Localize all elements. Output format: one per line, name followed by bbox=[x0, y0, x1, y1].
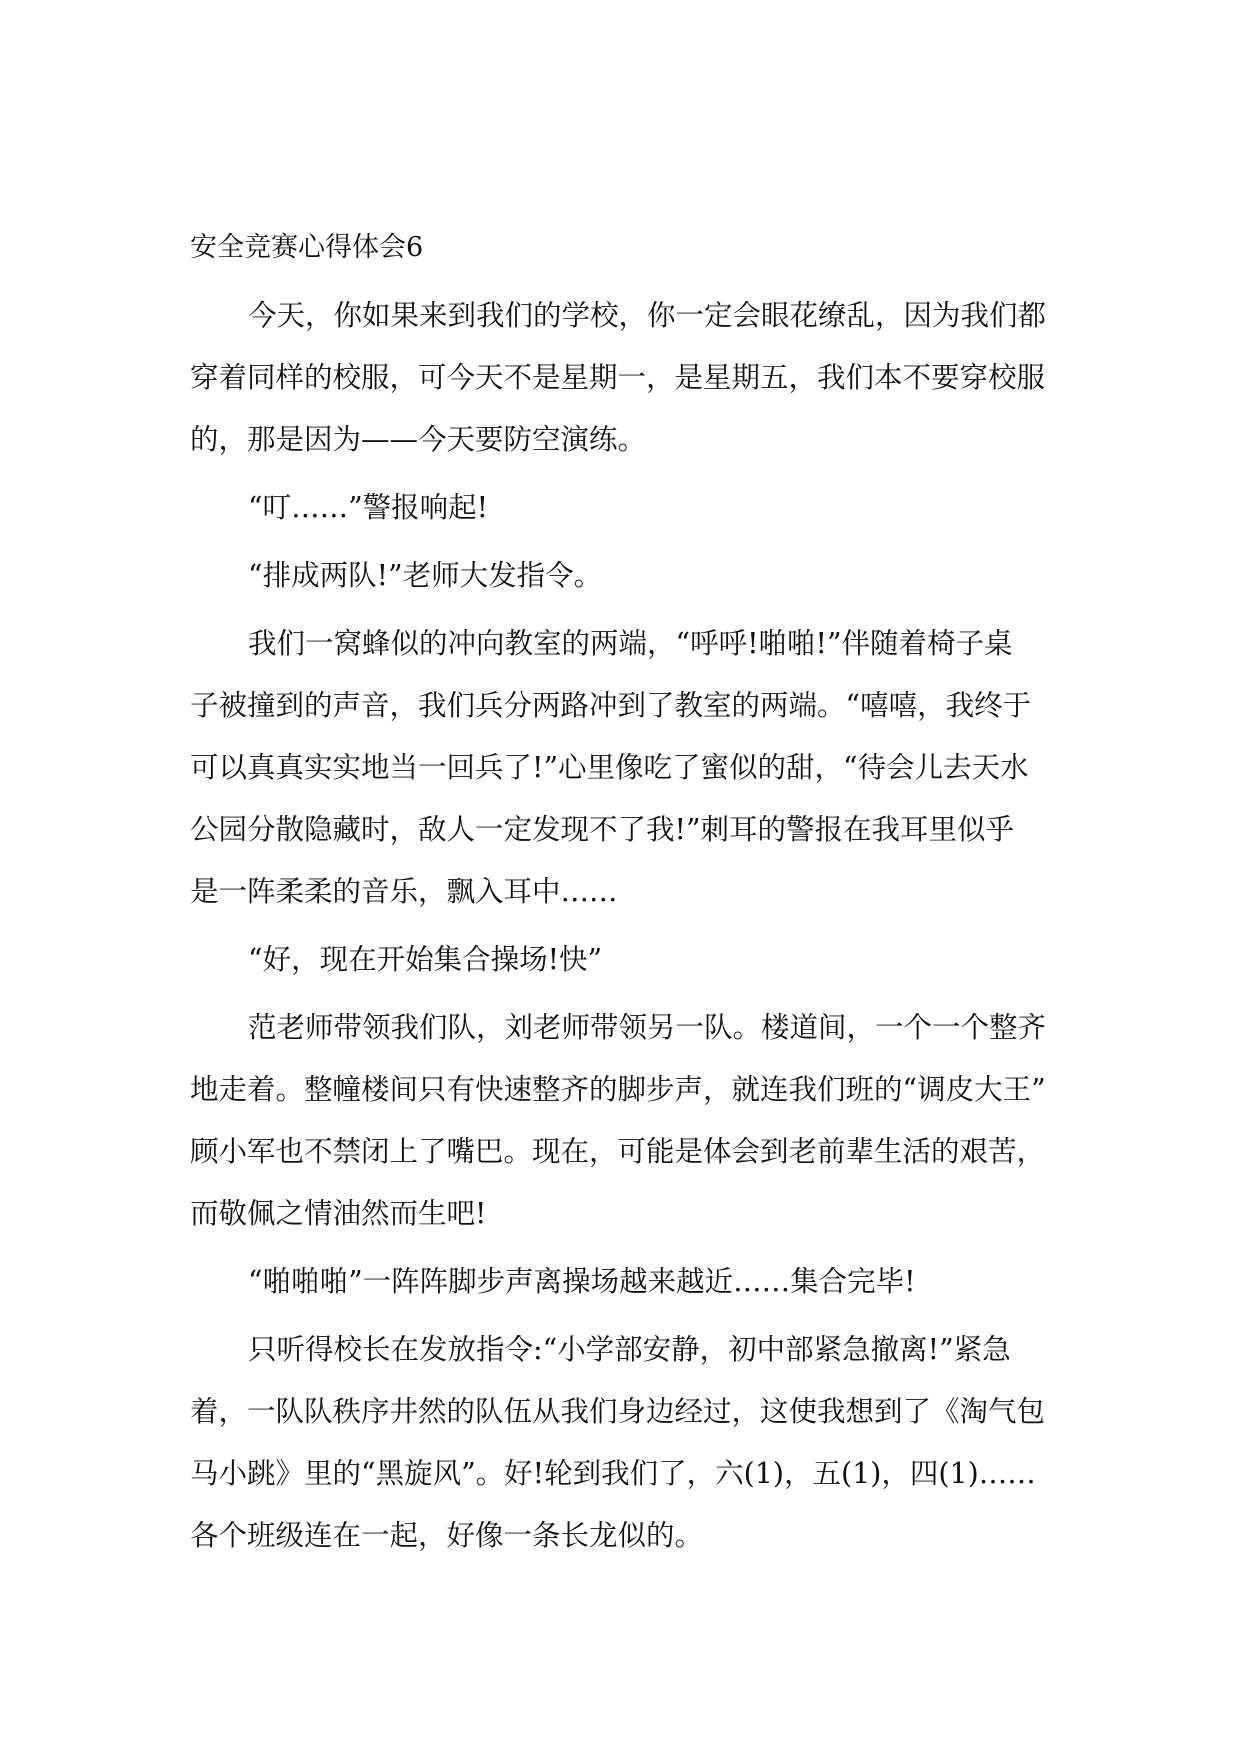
paragraph-4-line-4: 公园分散隐藏时，敌人一定发现不了我!”刺耳的警报在我耳里似乎 bbox=[190, 813, 1015, 846]
paragraph-7-line-1: “啪啪啪”一阵阵脚步声离操场越来越近……集合完毕! bbox=[248, 1265, 916, 1298]
paragraph-4-line-2: 子被撞到的声音，我们兵分两路冲到了教室的两端。“嘻嘻，我终于 bbox=[190, 689, 1032, 722]
paragraph-8-line-3: 马小跳》里的“黑旋风”。好!轮到我们了，六(1)，五(1)，四(1)…… bbox=[190, 1457, 1036, 1490]
document-title: 安全竞赛心得体会6 bbox=[190, 232, 424, 263]
paragraph-8-line-2: 着，一队队秩序井然的队伍从我们身边经过，这使我想到了《淘气包 bbox=[190, 1395, 1046, 1428]
paragraph-6-line-1: 范老师带领我们队，刘老师带领另一队。楼道间，一个一个整齐 bbox=[248, 1011, 1047, 1044]
paragraph-1-line-3: 的，那是因为——今天要防空演练。 bbox=[190, 423, 647, 456]
paragraph-4-line-3: 可以真真实实地当一回兵了!”心里像吃了蜜似的甜，“待会儿去天水 bbox=[190, 751, 1029, 784]
paragraph-4-line-5: 是一阵柔柔的音乐，飘入耳中…… bbox=[190, 875, 618, 908]
paragraph-3-line-1: “排成两队!”老师大发指令。 bbox=[248, 559, 603, 592]
paragraph-6-line-4: 而敬佩之情油然而生吧! bbox=[190, 1197, 487, 1230]
paragraph-8-line-1: 只听得校长在发放指令:“小学部安静，初中部紧急撤离!”紧急 bbox=[248, 1333, 1011, 1366]
paragraph-8-line-4: 各个班级连在一起，好像一条长龙似的。 bbox=[190, 1519, 704, 1552]
paragraph-2-line-1: “叮……”警报响起! bbox=[248, 491, 489, 524]
paragraph-6-line-3: 顾小军也不禁闭上了嘴巴。现在，可能是体会到老前辈生活的艰苦， bbox=[190, 1135, 1046, 1168]
paragraph-1-line-1: 今天，你如果来到我们的学校，你一定会眼花缭乱，因为我们都 bbox=[248, 299, 1047, 332]
paragraph-5-line-1: “好，现在开始集合操场!快” bbox=[248, 943, 603, 976]
paragraph-1-line-2: 穿着同样的校服，可今天不是星期一，是星期五，我们本不要穿校服 bbox=[190, 361, 1046, 394]
paragraph-4-line-1: 我们一窝蜂似的冲向教室的两端，“呼呼!啪啪!”伴随着椅子桌 bbox=[248, 627, 1013, 660]
paragraph-6-line-2: 地走着。整幢楼间只有快速整齐的脚步声，就连我们班的“调皮大王” bbox=[190, 1073, 1046, 1106]
